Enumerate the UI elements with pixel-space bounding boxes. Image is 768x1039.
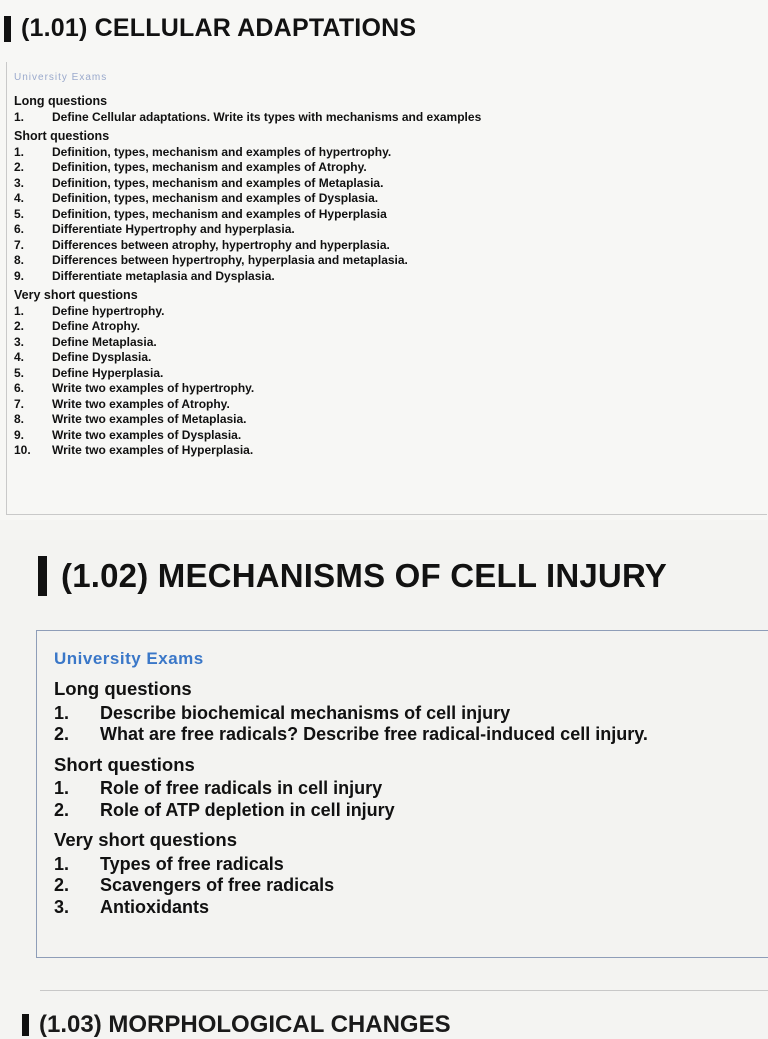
question-text: Definition, types, mechanism and examples of Atrophy. bbox=[52, 160, 367, 174]
question-number: 8. bbox=[14, 412, 25, 426]
question-text: Write two examples of hypertrophy. bbox=[52, 381, 255, 395]
question-text: Definition, types, mechanism and examples of hypertrophy. bbox=[52, 144, 392, 159]
long-questions bbox=[14, 110, 481, 126]
university-exams-label: University Exams bbox=[54, 649, 204, 668]
very-short-questions bbox=[14, 304, 481, 459]
question-text: Write two examples of Metaplasia. bbox=[52, 412, 247, 426]
university-exams-label: University Exams bbox=[14, 72, 108, 83]
question-number: 4. bbox=[14, 350, 25, 364]
question-number: 2. bbox=[54, 724, 70, 744]
question-item bbox=[14, 191, 481, 207]
very-short-questions-title: Very short questions bbox=[14, 288, 138, 302]
heading-bar-icon bbox=[22, 1014, 29, 1036]
heading-text: (1.02) MECHANISMS OF CELL INJURY bbox=[61, 557, 667, 594]
question-number: 1. bbox=[14, 144, 25, 159]
question-number: 9. bbox=[14, 427, 25, 442]
question-text: Types of free radicals bbox=[100, 853, 284, 874]
question-number: 2. bbox=[14, 160, 25, 174]
long-questions bbox=[54, 703, 648, 746]
question-item bbox=[14, 428, 481, 444]
question-text: Antioxidants bbox=[100, 896, 210, 917]
question-number: 10. bbox=[14, 443, 31, 457]
question-text: Write two examples of Atrophy. bbox=[52, 396, 230, 411]
question-number: 7. bbox=[14, 237, 25, 252]
long-questions-title: Long questions bbox=[14, 94, 108, 108]
question-text: Differentiate metaplasia and Dysplasia. bbox=[52, 268, 275, 283]
question-text: Write two examples of Hyperplasia. bbox=[52, 443, 254, 457]
question-number: 8. bbox=[14, 253, 25, 267]
question-text: Define Cellular adaptations. Write its types with mechanisms and examples bbox=[52, 109, 482, 124]
question-item bbox=[14, 145, 481, 161]
question-text: Describe biochemical mechanisms of cell injury bbox=[100, 702, 511, 723]
question-number: 3. bbox=[14, 175, 25, 190]
question-text: Role of ATP depletion in cell injury bbox=[100, 799, 395, 820]
question-number: 5. bbox=[14, 206, 25, 221]
question-text: Differences between hypertrophy, hyperplasia and metaplasia. bbox=[52, 253, 408, 267]
question-item bbox=[14, 269, 481, 285]
section-heading-3 bbox=[22, 1011, 451, 1039]
question-text: Differences between atrophy, hypertrophy and hyperplasia. bbox=[52, 237, 390, 252]
question-text: Write two examples of Dysplasia. bbox=[52, 427, 242, 442]
question-text: Definition, types, mechanism and examples of Dysplasia. bbox=[52, 191, 379, 205]
question-text: Definition, types, mechanism and examples of Hyperplasia bbox=[52, 206, 387, 221]
question-item bbox=[14, 253, 481, 269]
heading-text: (1.01) CELLULAR ADAPTATIONS bbox=[21, 14, 417, 42]
question-item bbox=[14, 350, 481, 366]
section-heading-1 bbox=[4, 14, 416, 43]
short-questions-title: Short questions bbox=[14, 129, 110, 143]
question-text: Differentiate Hypertrophy and hyperplasia. bbox=[52, 222, 295, 236]
heading-text: (1.03) MORPHOLOGICAL CHANGES bbox=[39, 1011, 451, 1038]
question-text: Scavengers of free radicals bbox=[100, 875, 335, 895]
question-item bbox=[14, 176, 481, 192]
question-number: 1. bbox=[54, 778, 70, 798]
question-text: Define Dysplasia. bbox=[52, 350, 152, 364]
question-item bbox=[14, 160, 481, 176]
question-item bbox=[14, 110, 481, 126]
question-item bbox=[54, 724, 648, 746]
question-number: 1. bbox=[14, 109, 25, 124]
divider bbox=[40, 990, 768, 991]
question-text: Define hypertrophy. bbox=[52, 303, 165, 318]
question-number: 5. bbox=[14, 365, 25, 380]
question-item bbox=[14, 222, 481, 238]
question-number: 7. bbox=[14, 396, 25, 411]
short-questions bbox=[14, 145, 481, 285]
short-questions bbox=[54, 778, 648, 821]
question-text: Define Metaplasia. bbox=[52, 334, 157, 349]
very-short-questions bbox=[54, 854, 648, 919]
question-item bbox=[14, 238, 481, 254]
question-item bbox=[54, 875, 648, 897]
question-number: 3. bbox=[14, 334, 25, 349]
heading-bar-icon bbox=[38, 556, 47, 596]
question-item bbox=[14, 319, 481, 335]
question-item bbox=[54, 854, 648, 876]
long-questions-title: Long questions bbox=[54, 678, 192, 699]
question-item bbox=[14, 335, 481, 351]
question-number: 9. bbox=[14, 268, 25, 283]
question-number: 2. bbox=[54, 799, 70, 820]
question-item bbox=[14, 207, 481, 223]
question-number: 1. bbox=[54, 702, 70, 723]
question-text: Define Hyperplasia. bbox=[52, 365, 164, 380]
question-item bbox=[14, 366, 481, 382]
question-item bbox=[54, 703, 648, 725]
question-number: 1. bbox=[14, 303, 25, 318]
heading-bar-icon bbox=[4, 16, 11, 42]
question-item bbox=[14, 304, 481, 320]
question-item bbox=[54, 897, 648, 919]
question-text: What are free radicals? Describe free radical-induced cell injury. bbox=[100, 724, 648, 744]
question-number: 6. bbox=[14, 222, 25, 236]
question-item bbox=[14, 381, 481, 397]
question-item bbox=[54, 800, 648, 822]
question-number: 2. bbox=[54, 875, 70, 895]
question-text: Define Atrophy. bbox=[52, 319, 141, 333]
question-text: Role of free radicals in cell injury bbox=[100, 778, 383, 798]
very-short-questions-title: Very short questions bbox=[54, 829, 237, 850]
question-item bbox=[54, 778, 648, 800]
question-item bbox=[14, 412, 481, 428]
question-text: Definition, types, mechanism and examples of Metaplasia. bbox=[52, 175, 384, 190]
question-number: 2. bbox=[14, 319, 25, 333]
question-list-1 bbox=[14, 94, 481, 459]
question-number: 4. bbox=[14, 191, 25, 205]
question-item bbox=[14, 443, 481, 459]
question-list-2 bbox=[54, 678, 648, 918]
question-item bbox=[14, 397, 481, 413]
short-questions-title: Short questions bbox=[54, 753, 195, 775]
section-heading-2 bbox=[38, 556, 667, 596]
question-number: 3. bbox=[54, 896, 70, 917]
question-number: 1. bbox=[54, 853, 70, 874]
question-number: 6. bbox=[14, 381, 25, 395]
